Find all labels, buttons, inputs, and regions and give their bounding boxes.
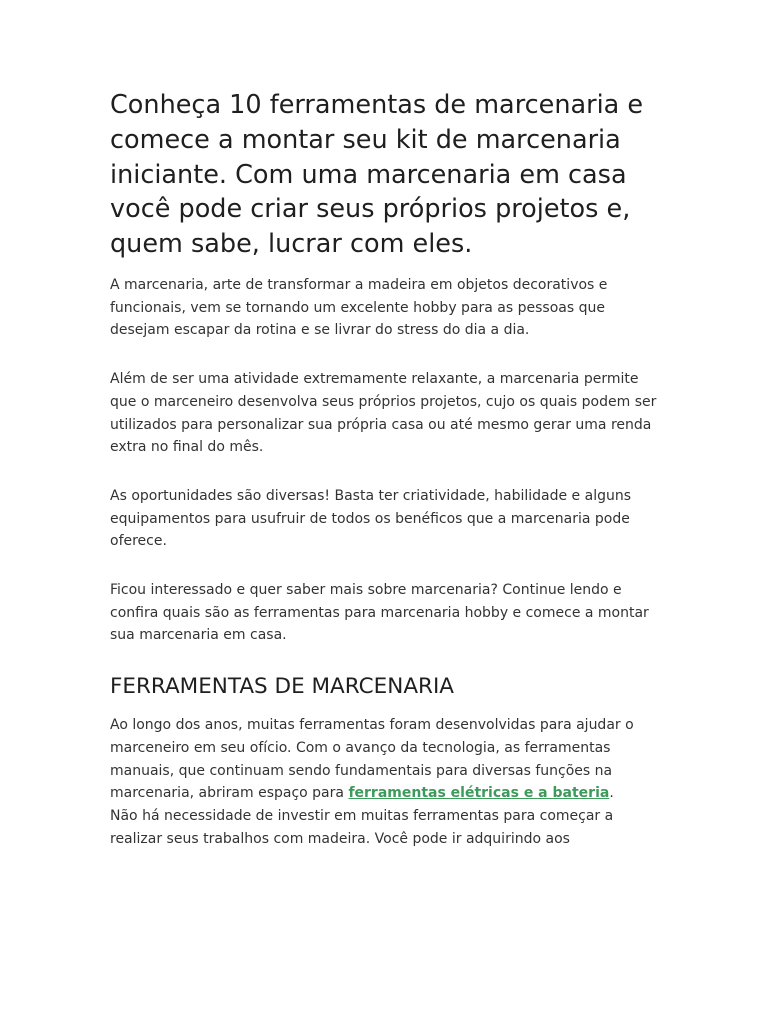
section-heading: FERRAMENTAS DE MARCENARIA [110,674,455,700]
paragraph-continue: Ficou interessado e quer saber mais sobre marcenaria? Continue lendo e confira quais são as ferramentas para marcenaria hobby e comece a montar sua marcenaria em casa. [110,582,649,644]
section-paragraph [110,714,662,850]
page-title: Conheça 10 ferramentas de marcenaria e comece a montar seu kit de marcenaria iniciante. Com uma marcenaria em casa você pode criar seus próprios projetos e, quem sabe, lucrar com eles. [110,90,644,260]
section-text-before-link: Ao longo dos anos, muitas ferramentas foram desenvolvidas para ajudar o marceneiro em seu ofício. Com o avanço da tecnologia, as ferramentas manuais, que continuam sendo fundamentais para diversas funções na marcenaria, abriram espaço para [110,717,634,802]
paragraph-opportunities: As oportunidades são diversas! Basta ter criatividade, habilidade e alguns equipamentos para usufruir de todos os benéficos que a marcenaria pode oferece. [110,487,632,550]
article [110,88,662,850]
electric-tools-link[interactable]: ferramentas elétricas e a bateria [348,785,610,802]
section-continuation: Não há necessidade de investir em muitas ferramentas para começar a realizar seus trabalhos com madeira. Você pode ir adquirindo aos [110,807,614,847]
paragraph-benefits: Além de ser uma atividade extremamente relaxante, a marcenaria permite que o marceneiro desenvolva seus próprios projetos, cujo os quais podem ser utilizados para personalizar sua própria casa ou até mesmo gerar uma renda extra no final do mês. [110,371,657,456]
paragraph-intro: A marcenaria, arte de transformar a madeira em objetos decorativos e funcionais, vem se tornando um excelente hobby para as pessoas que desejam escapar da rotina e se livrar do stress do dia a dia. [110,276,608,339]
section-text-after-link: . [609,785,614,802]
